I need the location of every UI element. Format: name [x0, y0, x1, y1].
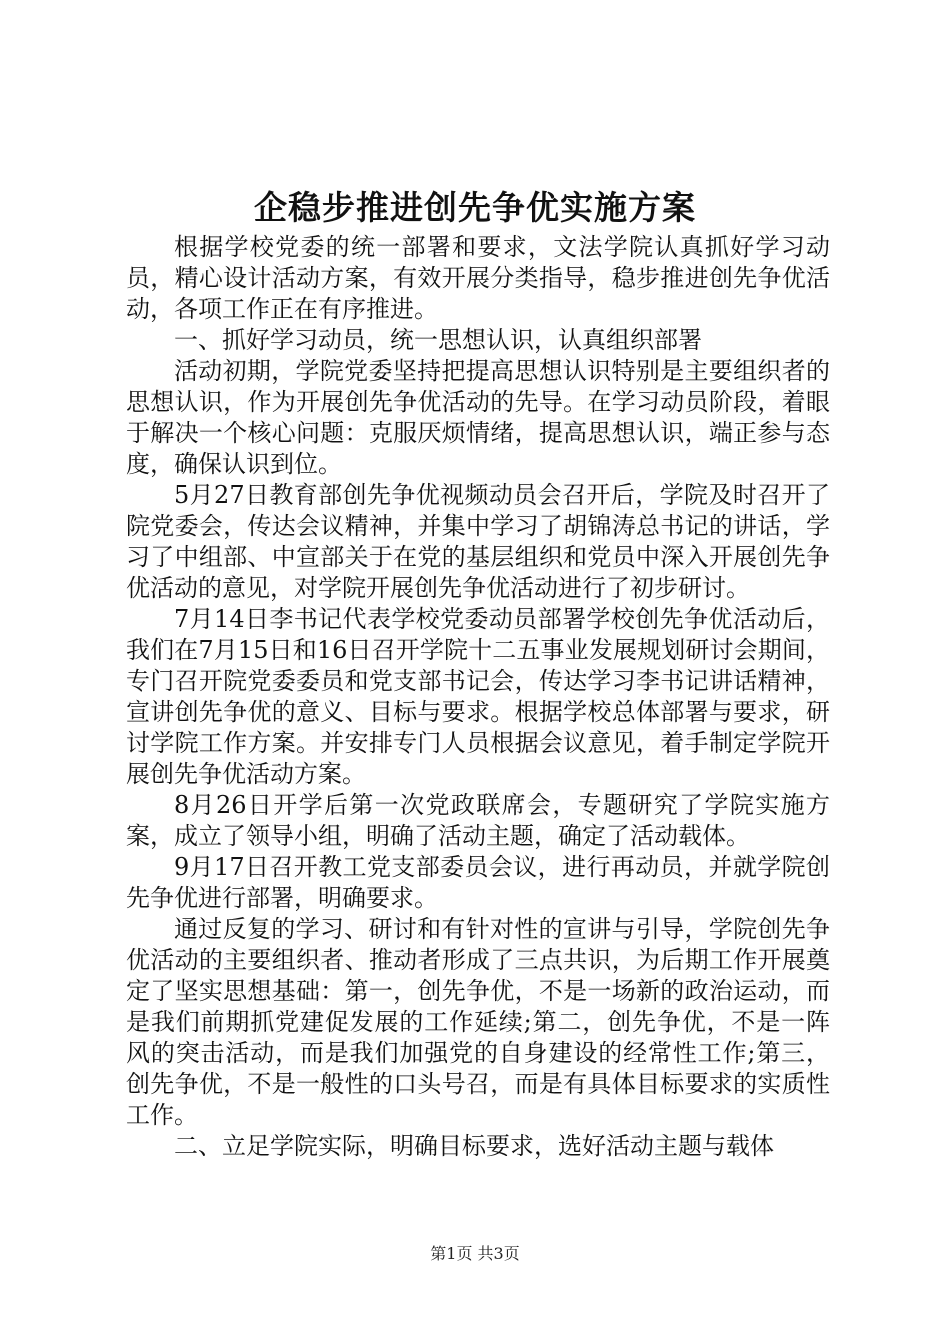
paragraph: 7月14日李书记代表学校党委动员部署学校创先争优活动后，我们在7月15日和16日召开学院十二五事业发展规划研讨会期间，专门召开院党委委员和党支部书记会，传达学习李书记讲话精神，宣讲创先争优的意义、目标与要求。根据学校总体部署与要求，研讨学院工作方案。并安排专门人员根据会议意见，着手制定学院开展创先争优活动方案。 [126, 605, 830, 788]
paragraph: 5月27日教育部创先争优视频动员会召开后，学院及时召开了院党委会，传达会议精神，并集中学习了胡锦涛总书记的讲话，学习了中组部、中宣部关于在党的基层组织和党员中深入开展创先争优活动的意见，对学院开展创先争优活动进行了初步研讨。 [126, 481, 830, 602]
page-number-footer: 第1页 共3页 [430, 1244, 520, 1263]
paragraph: 8月26日开学后第一次党政联席会，专题研究了学院实施方案，成立了领导小组，明确了活动主题，确定了活动载体。 [126, 791, 830, 850]
paragraph: 活动初期，学院党委坚持把提高思想认识特别是主要组织者的思想认识，作为开展创先争优活动的先导。在学习动员阶段，着眼于解决一个核心问题：克服厌烦情绪，提高思想认识，端正参与态度，确保认识到位。 [126, 357, 830, 478]
document-body [126, 232, 830, 1162]
paragraph: 9月17日召开教工党支部委员会议，进行再动员，并就学院创先争优进行部署，明确要求。 [126, 853, 830, 912]
section-heading-1: 一、抓好学习动员，统一思想认识，认真组织部署 [174, 326, 702, 354]
section-heading-2: 二、立足学院实际，明确目标要求，选好活动主题与载体 [174, 1132, 774, 1160]
paragraph: 通过反复的学习、研讨和有针对性的宣讲与引导，学院创先争优活动的主要组织者、推动者形成了三点共识，为后期工作开展奠定了坚实思想基础：第一，创先争优，不是一场新的政治运动，而是我们前期抓党建促发展的工作延续;第二，创先争优，不是一阵风的突击活动，而是我们加强党的自身建设的经常性工作;第三，创先争优，不是一般性的口头号召，而是有具体目标要求的实质性工作。 [126, 915, 830, 1129]
document-title: 企稳步推进创先争优实施方案 [254, 188, 696, 227]
paragraph-intro: 根据学校党委的统一部署和要求，文法学院认真抓好学习动员，精心设计活动方案，有效开展分类指导，稳步推进创先争优活动，各项工作正在有序推进。 [126, 233, 830, 323]
